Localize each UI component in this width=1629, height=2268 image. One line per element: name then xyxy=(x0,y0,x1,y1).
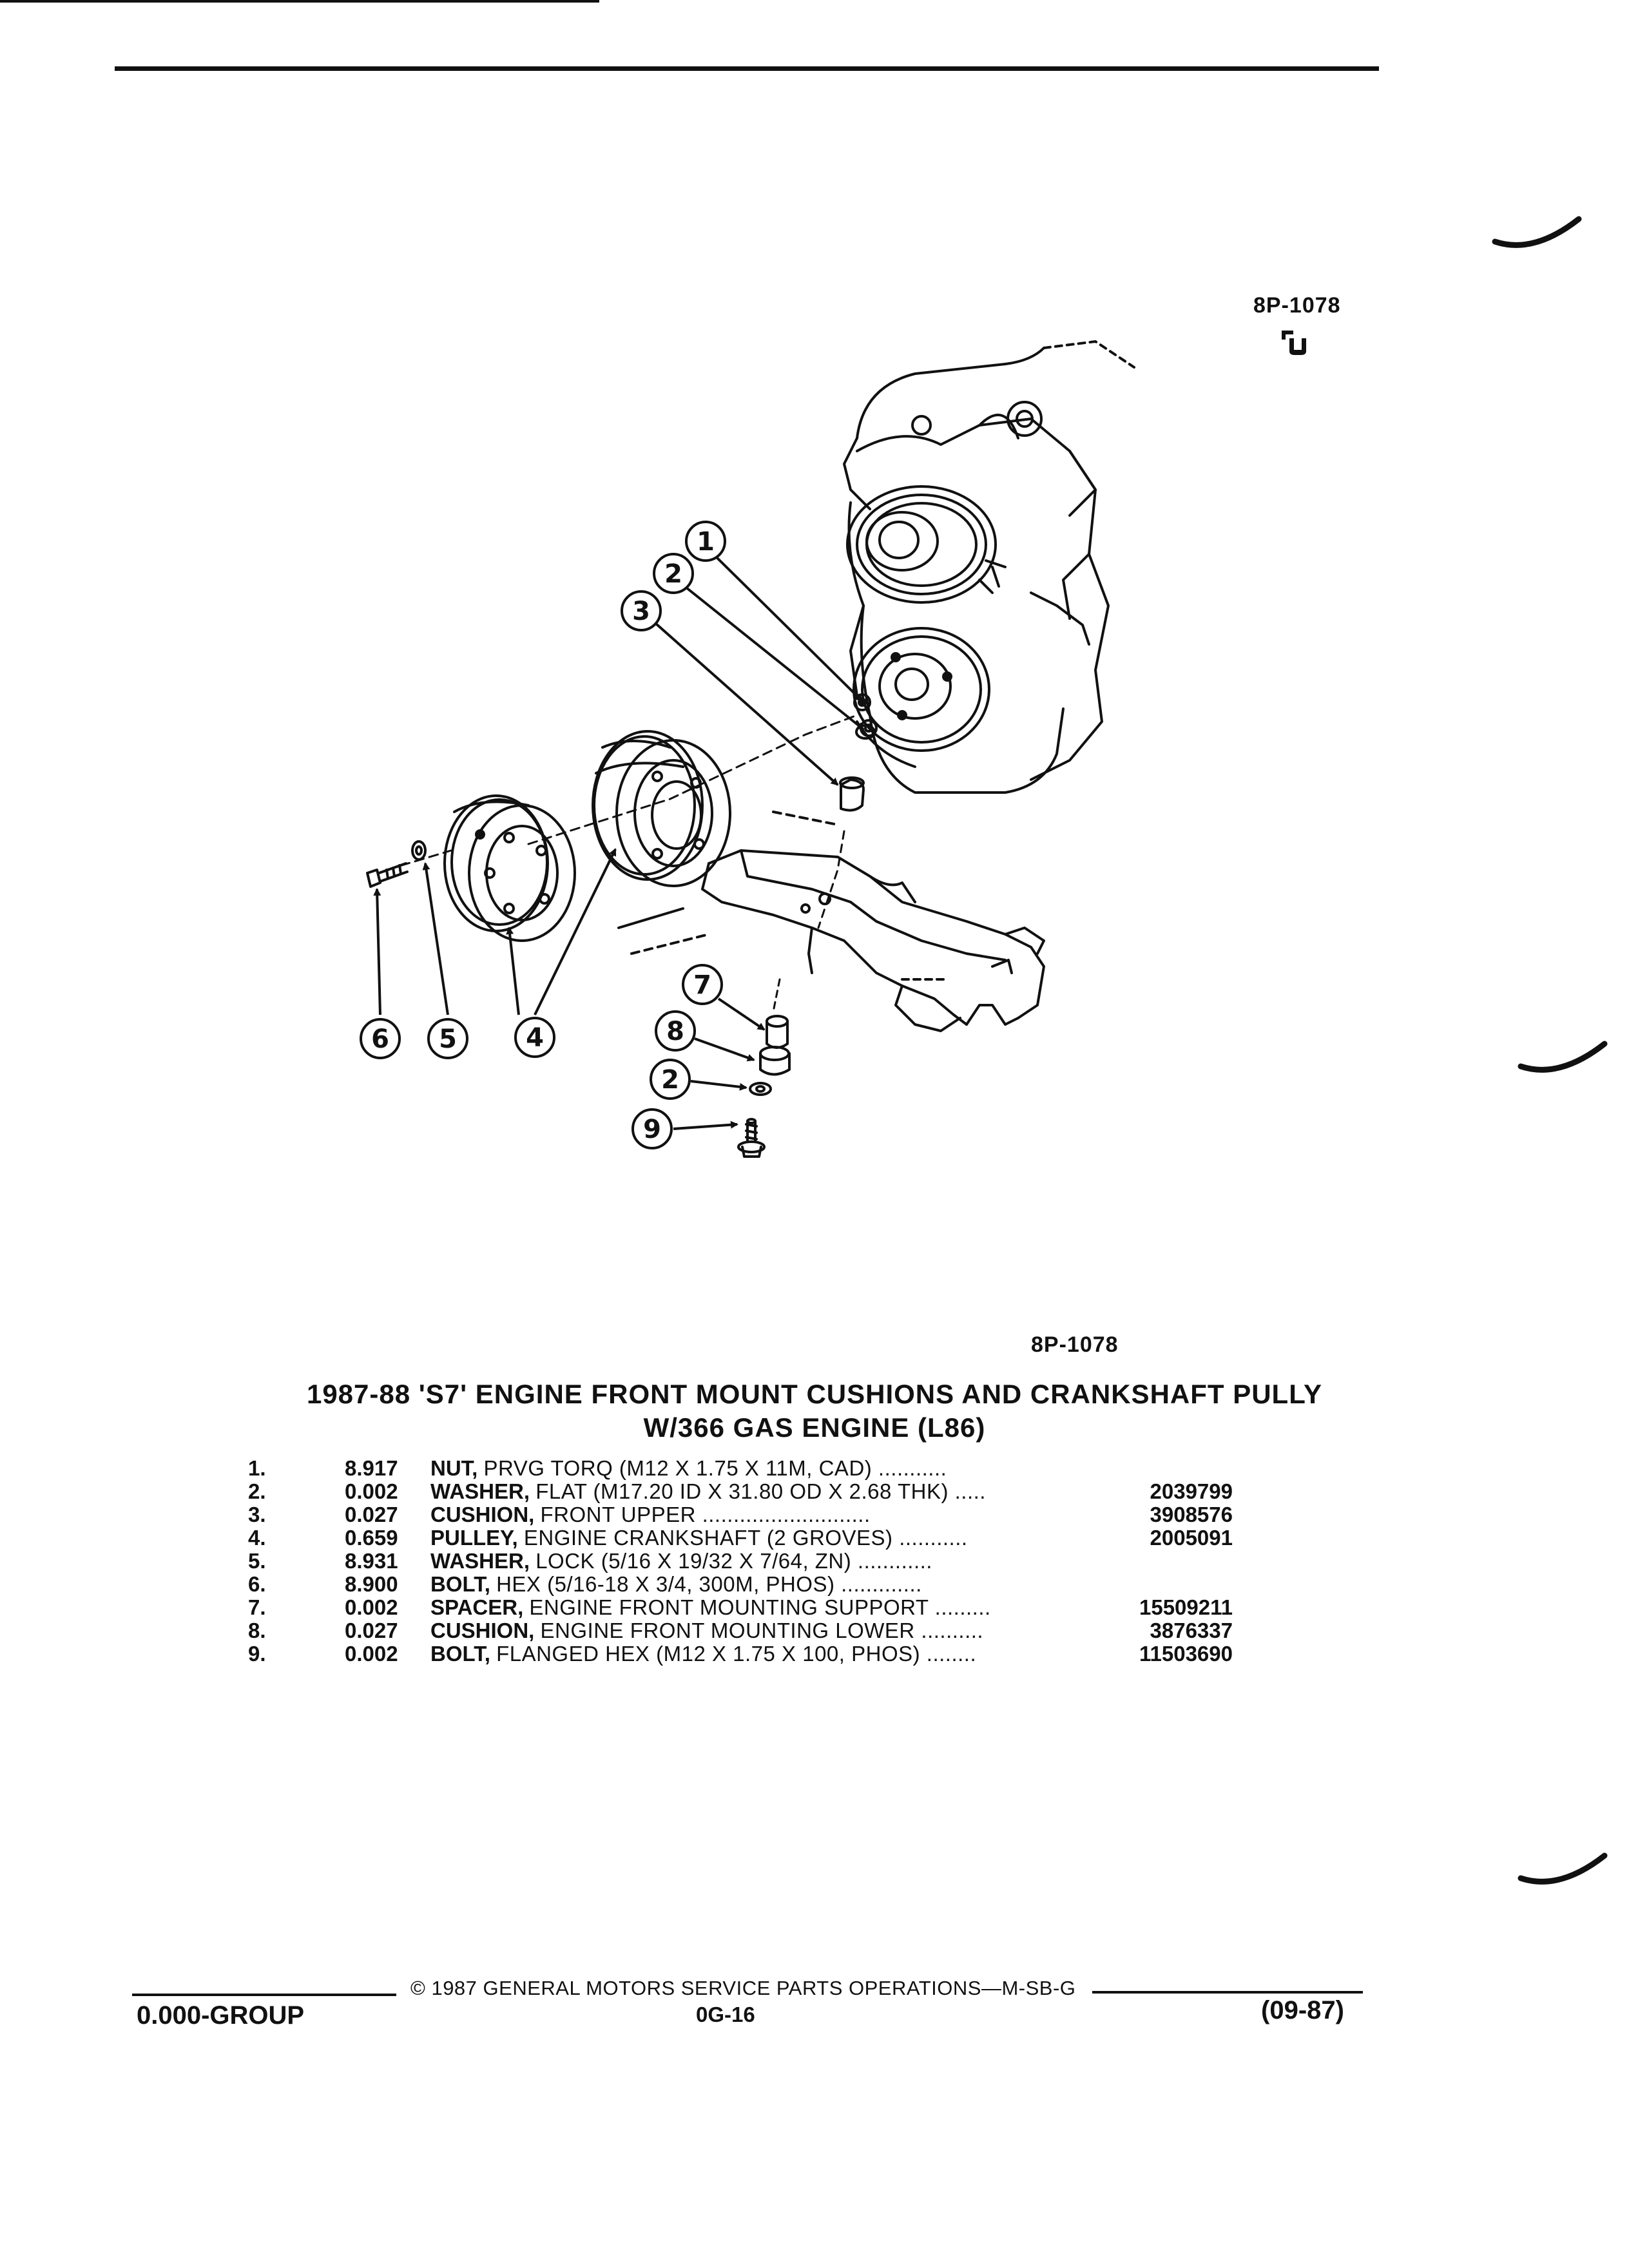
part-group: 0.027 xyxy=(345,1503,398,1526)
part-name: CUSHION, xyxy=(430,1619,535,1642)
part-number: 3908576 xyxy=(1150,1503,1233,1526)
lower-cushion-drawing xyxy=(760,1047,789,1075)
part-name: BOLT, xyxy=(430,1642,490,1666)
part-name: NUT, xyxy=(430,1456,478,1480)
part-index: 3. xyxy=(248,1503,266,1526)
callout-9: 9 xyxy=(643,1115,661,1144)
callout-5: 5 xyxy=(439,1024,457,1054)
figure-code-top: 8P-1078 xyxy=(1253,293,1341,318)
part-name: WASHER, xyxy=(430,1549,530,1573)
part-index: 5. xyxy=(248,1549,266,1573)
figure-code-bottom: 8P-1078 xyxy=(1031,1332,1119,1357)
part-group: 0.002 xyxy=(345,1479,398,1503)
lock-washer-drawing xyxy=(412,841,425,860)
part-detail: PRVG TORQ (M12 X 1.75 X 11M, CAD) ........... xyxy=(483,1456,947,1480)
parts-list-row xyxy=(0,1572,1629,1598)
part-detail: FLANGED HEX (M12 X 1.75 X 100, PHOS) ........ xyxy=(496,1642,977,1666)
parts-list-row xyxy=(0,1503,1629,1528)
footer-rule-left xyxy=(132,1994,396,1996)
part-index: 4. xyxy=(248,1526,266,1550)
bolt-hex-drawing xyxy=(367,863,407,887)
callout-6: 6 xyxy=(371,1024,389,1054)
part-description xyxy=(430,1503,871,1527)
parts-list-row xyxy=(0,1619,1629,1644)
spacer-drawing xyxy=(767,1016,787,1048)
part-name: CUSHION, xyxy=(430,1503,535,1526)
part-name: PULLEY, xyxy=(430,1526,518,1550)
footer-page-number: 0G-16 xyxy=(696,2003,755,2026)
part-detail: FRONT UPPER ........................... xyxy=(540,1503,871,1526)
part-detail: ENGINE FRONT MOUNTING SUPPORT ......... xyxy=(529,1595,991,1619)
parts-list-row xyxy=(0,1642,1629,1667)
part-detail: FLAT (M17.20 ID X 31.80 OD X 2.68 THK) ..... xyxy=(535,1479,986,1503)
part-number: 2039799 xyxy=(1150,1479,1233,1503)
part-name: WASHER, xyxy=(430,1479,530,1503)
binder-mark-bottom xyxy=(1508,1843,1611,1901)
part-description xyxy=(430,1456,947,1481)
part-number: 3876337 xyxy=(1150,1619,1233,1642)
part-group: 0.027 xyxy=(345,1619,398,1642)
parts-list-row xyxy=(0,1595,1629,1621)
callout-2b: 2 xyxy=(661,1065,679,1095)
part-detail: LOCK (5/16 X 19/32 X 7/64, ZN) ............ xyxy=(535,1549,932,1573)
part-group: 0.659 xyxy=(345,1526,398,1550)
part-name: BOLT, xyxy=(430,1572,490,1596)
footer-date: (09-87) xyxy=(1261,1996,1344,2024)
part-group: 0.002 xyxy=(345,1642,398,1666)
callout-2: 2 xyxy=(664,559,682,589)
part-description xyxy=(430,1619,983,1643)
part-index: 6. xyxy=(248,1572,266,1596)
callout-1: 1 xyxy=(697,527,715,557)
part-index: 1. xyxy=(248,1456,266,1480)
parts-list-row xyxy=(0,1456,1629,1482)
callout-8: 8 xyxy=(666,1017,684,1046)
part-index: 7. xyxy=(248,1595,266,1619)
footer-copyright: © 1987 GENERAL MOTORS SERVICE PARTS OPERATIONS—M-SB-G xyxy=(410,1977,1076,1999)
part-index: 8. xyxy=(248,1619,266,1642)
lower-washer-drawing xyxy=(750,1083,771,1095)
part-group: 8.917 xyxy=(345,1456,398,1480)
engine-block-drawing xyxy=(840,341,1134,811)
part-group: 8.900 xyxy=(345,1572,398,1596)
page-title-line-1: 1987-88 'S7' ENGINE FRONT MOUNT CUSHIONS AND CRANKSHAFT PULLY xyxy=(306,1379,1323,1409)
footer-rule-right xyxy=(1092,1991,1363,1994)
part-description xyxy=(430,1549,932,1573)
part-number: 2005091 xyxy=(1150,1526,1233,1550)
part-index: 9. xyxy=(248,1642,266,1666)
parts-list-row xyxy=(0,1526,1629,1552)
part-number: 15509211 xyxy=(1139,1595,1233,1619)
parts-list-row xyxy=(0,1549,1629,1575)
part-description xyxy=(430,1642,976,1666)
callout-4: 4 xyxy=(526,1023,544,1053)
damper-pulley-drawing xyxy=(445,796,575,941)
part-number: 11503690 xyxy=(1139,1642,1233,1666)
part-group: 8.931 xyxy=(345,1549,398,1573)
part-description xyxy=(430,1572,922,1597)
frame-crossmember-drawing xyxy=(619,812,1044,1031)
footer-group: 0.000-GROUP xyxy=(137,2001,305,2030)
part-index: 2. xyxy=(248,1479,266,1503)
callout-3: 3 xyxy=(632,597,650,626)
page-title-line-2: W/366 GAS ENGINE (L86) xyxy=(643,1412,986,1443)
parts-list-row xyxy=(0,1479,1629,1505)
part-detail: HEX (5/16-18 X 3/4, 300M, PHOS) ............. xyxy=(496,1572,922,1596)
part-name: SPACER, xyxy=(430,1595,524,1619)
flanged-bolt-drawing xyxy=(738,1119,764,1157)
part-detail: ENGINE CRANKSHAFT (2 GROVES) ........... xyxy=(523,1526,968,1550)
part-group: 0.002 xyxy=(345,1595,398,1619)
part-description xyxy=(430,1595,991,1620)
part-description xyxy=(430,1479,986,1504)
callout-7: 7 xyxy=(693,970,711,1000)
part-detail: ENGINE FRONT MOUNTING LOWER .......... xyxy=(540,1619,984,1642)
part-description xyxy=(430,1526,968,1550)
